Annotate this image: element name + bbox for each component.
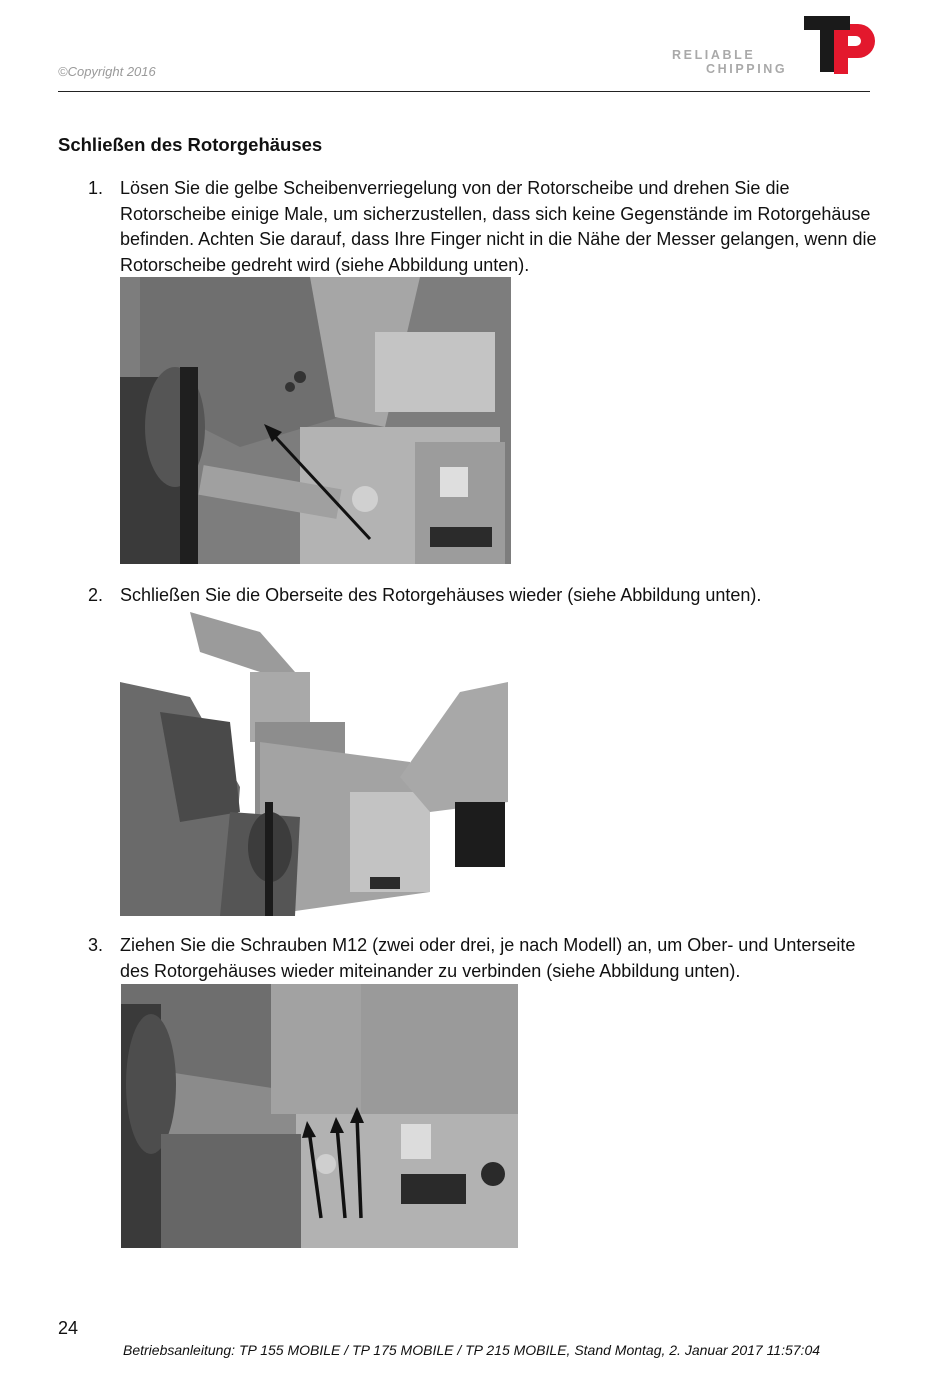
brand-tagline-line1: RELIABLE	[672, 48, 756, 62]
step-number: 1.	[88, 178, 104, 198]
step-text: Ziehen Sie die Schrauben M12 (zwei oder drei, je nach Modell) an, um Ober- und Unterseite des Rotorgehäuses wieder miteinander zu verbinden (siehe Abbildung unten).	[120, 935, 856, 981]
page-number: 24	[58, 1318, 79, 1338]
step-text: Lösen Sie die gelbe Scheibenverriegelung von der Rotorscheibe und drehen Sie die Rotorscheibe einige Male, um sicherzustellen, dass sich keine Gegenstände im Rotorgehäuse befinden. Achten Sie darauf, dass Ihre Finger nicht in die Nähe der Messer gelangen, wenn die Rotorscheibe gedreht wird (siehe Abbildung unten).	[120, 178, 877, 275]
rotor-housing-top-figure	[120, 612, 508, 916]
step-2	[88, 583, 878, 609]
footer-text: Betriebsanleitung: TP 155 MOBILE / TP 175 MOBILE / TP 215 MOBILE, Stand Montag, 2. Januar 2017 11:57:04	[123, 1342, 821, 1358]
step-text: Schließen Sie die Oberseite des Rotorgehäuses wieder (siehe Abbildung unten).	[120, 585, 762, 605]
tp-logo	[800, 12, 878, 76]
copyright-notice: ©Copyright 2016	[58, 64, 156, 79]
header-divider	[58, 91, 870, 92]
step-number: 2.	[88, 585, 104, 605]
brand-tagline-line2: CHIPPING	[706, 62, 788, 76]
step-3	[88, 933, 878, 984]
section-title: Schließen des Rotorgehäuses	[58, 134, 323, 155]
rotor-disc-lock-figure	[120, 277, 511, 564]
step-number: 3.	[88, 935, 104, 955]
brand-tagline	[672, 48, 792, 76]
m12-bolts-figure	[121, 984, 518, 1248]
step-1	[88, 176, 878, 278]
